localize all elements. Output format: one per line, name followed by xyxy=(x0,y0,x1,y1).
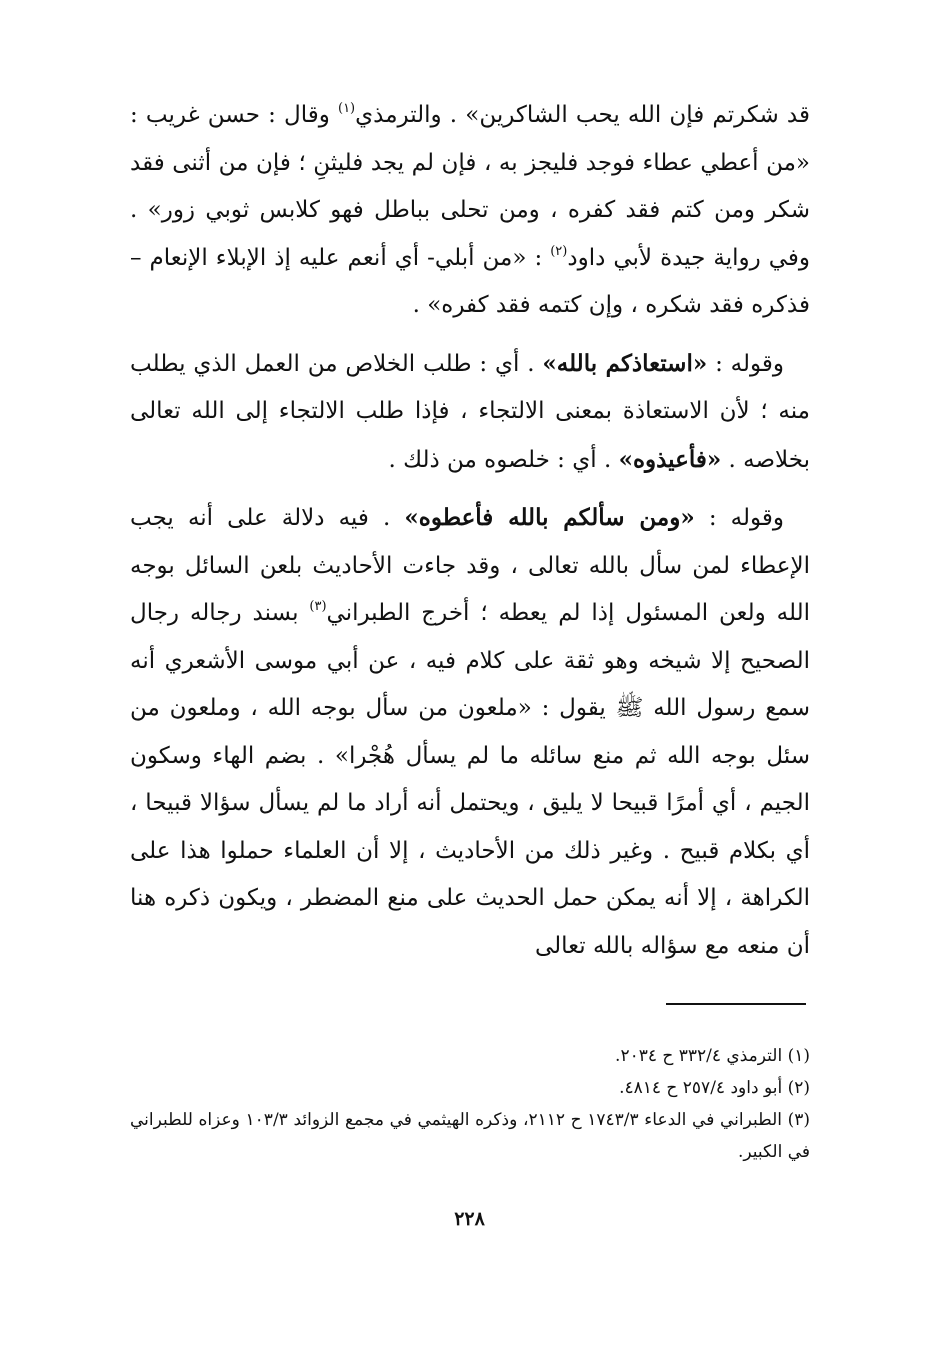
paragraph-1-text: قد شكرتم فإن الله يحب الشاكرين» . والترمذي xyxy=(355,102,811,128)
paragraph-2-tail: . أي : خلصوه من ذلك . xyxy=(388,446,619,473)
paragraph-2 xyxy=(130,340,810,485)
paragraph-3-text-2: بسند رجاله رجال الصحيح إلا شيخه وهو ثقة على كلام فيه ، عن أبي موسى الأشعري أنه سمع رسول الله ﷺ يقول : «ملعون من سأل بوجه الله ، وملعون من سئل بوجه الله ثم منع سائله ما لم يسأل هُجْرا» . بضم الهاء وسكون الجيم ، أي أمرًا قبيحا لا يليق ، ويحتمل أنه أراد ما لم يسأل سؤالا قبيحا ، أي بكلام قبيح . وغير ذلك من الأحاديث ، إلا أن العلماء حملوا هذا على الكراهة ، إلا أنه يمكن حمل الحديث على منع المضطر ، ويكون ذكره هنا أن منعه مع سؤاله بالله تعالى xyxy=(130,600,810,959)
paragraph-3 xyxy=(130,494,810,970)
paragraph-2-lead: وقوله : xyxy=(707,350,785,377)
paragraph-3-lead: وقوله : xyxy=(694,505,784,531)
footnote-ref-1: (١) xyxy=(337,101,356,116)
paragraph-2-text: . أي : طلب الخلاص من العمل الذي يطلب منه ؛ لأن الاستعاذة بمعنى الالتجاء ، فإذا طلب الالتجاء إلى الله تعالى بخلاصه . xyxy=(130,350,810,473)
paragraph-1-text-3: : «من أبلي- أي أنعم عليه إذ الإبلاء الإنعام – فذكره فقد شكره ، وإن كتمه فقد كفره» . xyxy=(130,244,810,318)
footnote-ref-3: (٣) xyxy=(309,599,327,614)
page-number: ٢٢٨ xyxy=(454,1208,485,1230)
footnote-1: (١) الترمذي ٣٣٢/٤ ح ٢٠٣٤. xyxy=(615,1046,810,1066)
footnote-separator xyxy=(666,1003,806,1005)
footnotes xyxy=(130,1040,810,1168)
paragraph-1 xyxy=(130,92,810,330)
paragraph-3-text: . فيه دلالة على أنه يجب الإعطاء لمن سأل بالله تعالى ، وقد جاءت الأحاديث بلعن السائل بوجه الله ولعن المسئول إذا لم يعطه ؛ أخرج الطبراني xyxy=(130,505,810,626)
main-text xyxy=(130,92,810,970)
quoted-phrase-1: «استعاذكم بالله» xyxy=(542,349,708,377)
footnote-ref-2: (٢) xyxy=(550,243,568,259)
quoted-phrase-3: «ومن سألكم بالله فأعطوه» xyxy=(404,504,695,531)
quoted-phrase-2: «فأعيذوه» xyxy=(618,445,722,473)
paragraph-1-text-2: وقال : حسن غريب : «من أعطي عطاء فوجد فليجز به ، فإن لم يجد فليثنِ ؛ فإن من أثنى فقد شكر ومن كتم فقد كفره ، ومن تحلى بباطل فهو كلابس ثوبي زور» . وفي رواية جيدة لأبي داود xyxy=(130,102,810,271)
footnote-2: (٢) أبو داود ٢٥٧/٤ ح ٤٨١٤. xyxy=(619,1078,810,1098)
footnote-3: (٣) الطبراني في الدعاء ١٧٤٣/٣ ح ٢١١٢، وذكره الهيثمي في مجمع الزوائد ١٠٣/٣ وعزاه للطبراني في الكبير. xyxy=(130,1110,811,1162)
